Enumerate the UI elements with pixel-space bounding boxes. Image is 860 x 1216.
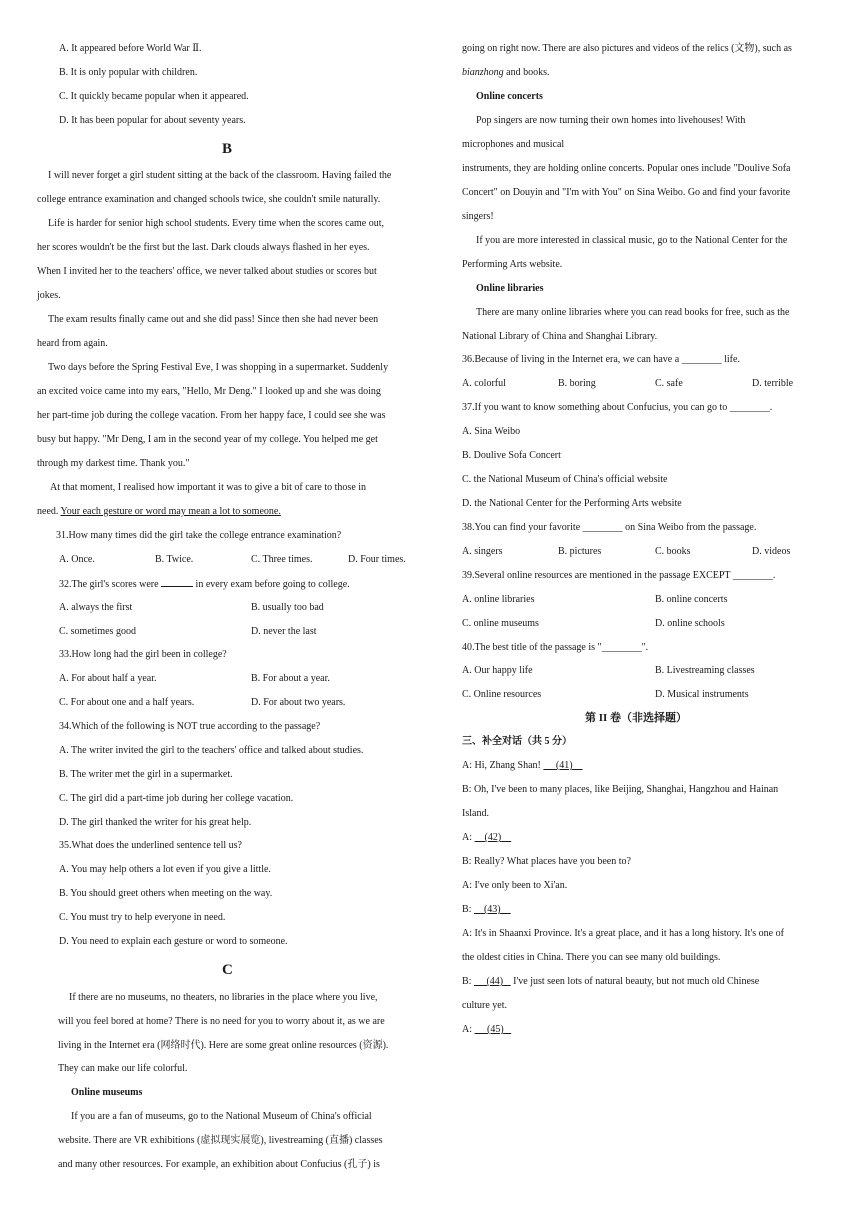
passage-b-line: an excited voice came into my ears, "Hello, Mr Deng." I looked up and she was doing [37, 386, 381, 397]
dialogue-line: Island. [462, 808, 489, 819]
q31-option-b: B. Twice. [155, 554, 194, 565]
q36-option-d: D. terrible [752, 378, 794, 389]
q35-option-a: A. You may help others a lot even if you give a little. [59, 864, 271, 875]
dialogue-line: the oldest cities in China. There you can see many old buildings. [462, 952, 721, 963]
passage-c-line: and many other resources. For example, an exhibition about Confucius (孔子) is [58, 1159, 380, 1170]
q37-option-c: C. the National Museum of China's official website [462, 474, 668, 485]
passage-c-line: singers! [462, 211, 494, 222]
q32-stem-before: 32.The girl's scores were [59, 579, 159, 590]
q40-option-d: D. Musical instruments [655, 689, 749, 700]
q37-option-d: D. the National Center for the Performing Arts website [462, 498, 682, 509]
q30-option-b: B. It is only popular with children. [59, 67, 198, 78]
dialogue-blank-41 [543, 760, 582, 771]
dialogue-speaker: B: [462, 976, 474, 987]
dialogue-line: B: Really? What places have you been to? [462, 856, 631, 867]
passage-c-line: They can make our life colorful. [58, 1063, 188, 1074]
passage-c-line: If you are a fan of museums, go to the National Museum of China's official [71, 1111, 372, 1122]
q30-option-c: C. It quickly became popular when it appeared. [59, 91, 249, 102]
q38-option-a: A. singers [462, 546, 503, 557]
dialogue-line [462, 831, 511, 845]
q36-option-c: C. safe [655, 378, 683, 389]
q31-option-c: C. Three times. [251, 554, 313, 565]
passage-c-line: Performing Arts website. [462, 259, 563, 270]
dialogue-line [462, 975, 759, 989]
q32-stem [59, 577, 350, 592]
dialogue-blank-42 [475, 832, 512, 843]
q39-option-a: A. online libraries [462, 594, 535, 605]
passage-b-line: jokes. [37, 290, 61, 301]
passage-c-line: will you feel bored at home? There is no need for you to worry about it, as we are [58, 1016, 385, 1027]
q30-option-d: D. It has been popular for about seventy years. [59, 115, 246, 126]
q39-stem: 39.Several online resources are mentioned in the passage EXCEPT ________. [462, 570, 776, 581]
q31-option-d: D. Four times. [348, 554, 406, 565]
dialogue-line [462, 1023, 511, 1037]
passage-b-line: college entrance examination and changed schools twice, she couldn't smile naturally. [37, 194, 381, 205]
dialogue-line: A: It's in Shaanxi Province. It's a great place, and it has a long history. It's one of [462, 928, 784, 939]
dialogue-speaker: A: Hi, Zhang Shan! [462, 760, 544, 771]
passage-b-line: When I invited her to the teachers' office, we never talked about studies or scores but [37, 266, 377, 277]
q40-stem: 40.The best title of the passage is "________". [462, 642, 649, 653]
q33-option-a: A. For about half a year. [59, 673, 157, 684]
passage-c-line: instruments, they are holding online concerts. Popular ones include "Doulive Sofa [462, 163, 791, 174]
q34-stem: 34.Which of the following is NOT true according to the passage? [59, 721, 321, 732]
underlined-sentence: Your each gesture or word may mean a lot to someone. [60, 506, 281, 517]
q34-option-a: A. The writer invited the girl to the teachers' office and talked about studies. [59, 745, 364, 756]
q32-option-c: C. sometimes good [59, 626, 136, 637]
dialogue-tail: I've just seen lots of natural beauty, but not much old Chinese [510, 976, 760, 987]
passage-b-line: busy but happy. "Mr Deng, I am in the second year of my college. You helped me get [37, 434, 378, 445]
q37-stem: 37.If you want to know something about Confucius, you can go to ________. [462, 402, 773, 413]
q38-option-c: C. books [655, 546, 691, 557]
dialogue-line: culture yet. [462, 1000, 507, 1011]
dialogue-speaker: B: [462, 904, 474, 915]
passage-c-line: Pop singers are now turning their own homes into livehouses! With [476, 115, 746, 126]
bianzhong-term: bianzhong [462, 67, 504, 78]
passage-b-line: heard from again. [37, 338, 108, 349]
q36-option-a: A. colorful [462, 378, 506, 389]
passage-c-line: Concert" on Douyin and "I'm with You" on Sina Weibo. Go and find your favorite [462, 187, 791, 198]
q36-option-b: B. boring [558, 378, 596, 389]
part-three-title: 三、补全对话（共 5 分） [462, 736, 572, 747]
q33-option-d: D. For about two years. [251, 697, 346, 708]
q39-option-c: C. online museums [462, 618, 539, 629]
dialogue-line [462, 903, 511, 917]
q31-stem: 31.How many times did the girl take the college entrance examination? [56, 530, 342, 541]
blank-number: (43) [483, 904, 501, 915]
passage-b-line: The exam results finally came out and she did pass! Since then she had never been [48, 314, 379, 325]
q30-option-a: A. It appeared before World War Ⅱ. [59, 43, 202, 54]
q39-option-d: D. online schools [655, 618, 725, 629]
q32-option-a: A. always the first [59, 602, 133, 613]
online-libraries-heading: Online libraries [476, 283, 544, 294]
passage-b-line: At that moment, I realised how important it was to give a bit of care to those in [50, 482, 367, 493]
q35-option-b: B. You should greet others when meeting on the way. [59, 888, 273, 899]
passage-c-line: microphones and musical [462, 139, 565, 150]
passage-b-line: her part-time job during the college vacation. From her happy face, I could see she was [37, 410, 386, 421]
q40-option-b: B. Livestreaming classes [655, 665, 755, 676]
answer-blank [161, 577, 193, 587]
passage-c-tail: and books. [503, 67, 550, 78]
blank-number: (44) [486, 976, 504, 987]
blank-number: (45) [487, 1024, 504, 1035]
q35-option-c: C. You must try to help everyone in need. [59, 912, 226, 923]
q32-option-b: B. usually too bad [251, 602, 324, 613]
q34-option-c: C. The girl did a part-time job during her college vacation. [59, 793, 294, 804]
q32-stem-after: in every exam before going to college. [193, 579, 350, 590]
passage-c-line: There are many online libraries where you can read books for free, such as the [476, 307, 790, 318]
blank-number: (41) [555, 760, 573, 771]
q34-option-b: B. The writer met the girl in a supermarket. [59, 769, 233, 780]
q40-option-a: A. Our happy life [462, 665, 533, 676]
q40-option-c: C. Online resources [462, 689, 542, 700]
dialogue-blank-43 [474, 904, 511, 915]
passage-b-last-line [37, 505, 281, 519]
passage-b-line: Two days before the Spring Festival Eve, I was shopping in a supermarket. Suddenly [48, 362, 389, 373]
passage-c-line: If there are no museums, no theaters, no libraries in the place where you live, [69, 992, 378, 1003]
part-two-title: 第 II 卷（非选择题） [585, 712, 688, 724]
q38-option-d: D. videos [752, 546, 791, 557]
q39-option-b: B. online concerts [655, 594, 728, 605]
dialogue-line: A: I've only been to Xi'an. [462, 880, 568, 891]
q38-option-b: B. pictures [558, 546, 602, 557]
q35-stem: 35.What does the underlined sentence tell us? [59, 840, 242, 851]
dialogue-line: B: Oh, I've been to many places, like Beijing, Shanghai, Hangzhou and Hainan [462, 784, 779, 795]
blank-number: (42) [484, 832, 502, 843]
passage-c-line: If you are more interested in classical music, go to the National Center for the [476, 235, 788, 246]
online-concerts-heading: Online concerts [476, 91, 543, 102]
passage-b-prefix: need. [37, 506, 61, 517]
dialogue-speaker: A: [462, 1024, 475, 1035]
q34-option-d: D. The girl thanked the writer for his great help. [59, 817, 252, 828]
passage-b-line: Life is harder for senior high school students. Every time when the scores came out, [48, 218, 385, 229]
passage-b-line: I will never forget a girl student sitting at the back of the classroom. Having failed the [48, 170, 392, 181]
passage-c-line: National Library of China and Shanghai Library. [462, 331, 658, 342]
passage-c-line [462, 66, 550, 80]
dialogue-blank-44 [474, 976, 511, 987]
passage-b-line: through my darkest time. Thank you." [37, 458, 190, 469]
section-c-heading: C [222, 962, 233, 978]
q33-option-b: B. For about a year. [251, 673, 330, 684]
q38-stem: 38.You can find your favorite ________ on Sina Weibo from the passage. [462, 522, 757, 533]
passage-c-line: living in the Internet era (网络时代). Here are some great online resources (资源). [58, 1040, 389, 1051]
q33-stem: 33.How long had the girl been in college? [59, 649, 227, 660]
q33-option-c: C. For about one and a half years. [59, 697, 195, 708]
online-museums-heading: Online museums [71, 1087, 143, 1098]
dialogue-speaker: A: [462, 832, 475, 843]
dialogue-blank-45 [475, 1024, 512, 1035]
q32-option-d: D. never the last [251, 626, 317, 637]
q37-option-a: A. Sina Weibo [462, 426, 521, 437]
q31-option-a: A. Once. [59, 554, 95, 565]
q36-stem: 36.Because of living in the Internet era, we can have a ________ life. [462, 354, 740, 365]
q35-option-d: D. You need to explain each gesture or word to someone. [59, 936, 288, 947]
passage-c-line: going on right now. There are also pictures and videos of the relics (文物), such as [462, 43, 792, 54]
dialogue-line [462, 759, 583, 773]
section-b-heading: B [222, 141, 233, 157]
passage-c-line: website. There are VR exhibitions (虚拟现实展览), livestreaming (直播) classes [58, 1135, 383, 1146]
passage-b-line: her scores wouldn't be the first but the last. Dark clouds always flashed in her eyes. [37, 242, 370, 253]
q37-option-b: B. Doulive Sofa Concert [462, 450, 561, 461]
